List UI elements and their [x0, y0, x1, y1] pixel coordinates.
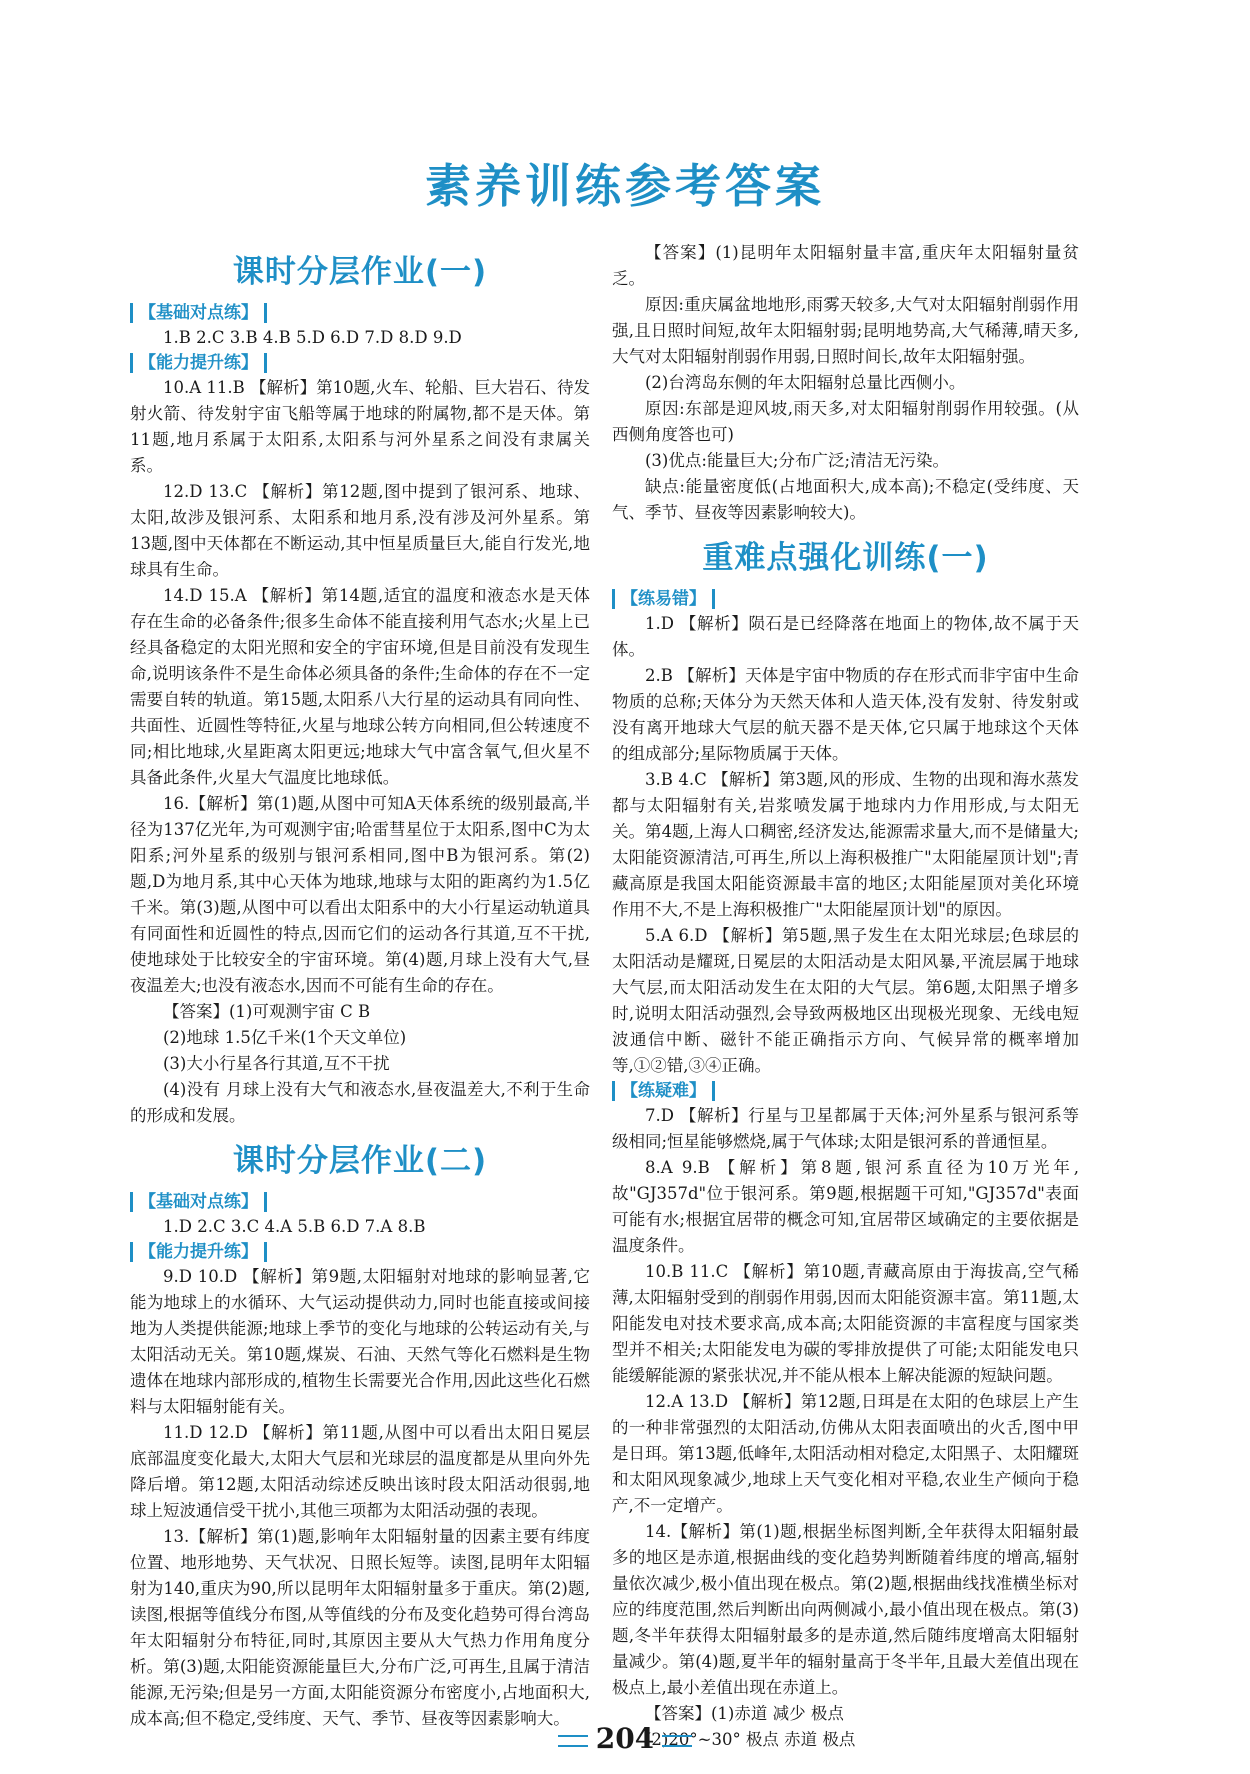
answer-paragraph: 原因:东部是迎风坡,雨天多,对太阳辐射削弱作用较强。(从西侧角度答也可) — [612, 399, 1079, 444]
answer-line: (3)优点:能量巨大;分布广泛;清洁无污染。 — [645, 451, 950, 470]
answer-line: (4)没有 月球上没有大气和液态水,昼夜温差大,不利于生命的形成和发展。 — [130, 1080, 590, 1125]
answer-line: 【答案】(1)昆明年太阳辐射量丰富,重庆年太阳辐射量贫乏。 — [612, 243, 1079, 288]
answer-line: 1.B 2.C 3.B 4.B 5.D 6.D 7.D 8.D 9.D — [163, 328, 462, 347]
answer-paragraph: 3.B 4.C 【解析】第3题,风的形成、生物的出现和海水蒸发都与太阳辐射有关,岩浆喷发属于地球内力作用形成,与太阳无关。第4题,上海人口稠密,经济发达,能源需求量大,而不是储量大;太阳能资源清洁,可再生,所以上海积极推广"太阳能屋顶计划";青藏高原是我国太阳能资源最丰富的地区;太阳能屋顶对美化环境作用不大,不是上海积极推广"太阳能屋顶计划"的原因。 — [612, 770, 1079, 919]
answer-paragraph: 缺点:能量密度低(占地面积大,成本高);不稳定(受纬度、天气、季节、昼夜等因素影响较大)。 — [612, 477, 1079, 522]
answer-paragraph: 9.D 10.D 【解析】第9题,太阳辐射对地球的影响显著,它能为地球上的水循环、大气运动提供动力,同时也能直接或间接地为人类提供能源;地球上季节的变化与地球的公转运动有关,与太阳活动无关。第10题,煤炭、石油、天然气等化石燃料是生物遗体在地球内部形成的,植物生长需要光合作用,因此这些化石燃料与太阳辐射能有关。 — [130, 1267, 590, 1416]
answer-paragraph: 5.A 6.D 【解析】第5题,黑子发生在太阳光球层;色球层的太阳活动是耀斑,日冕层的太阳活动是太阳风暴,平流层属于地球大气层,而太阳活动发生在太阳的大气层。第6题,太阳黑子增多时,说明太阳活动强烈,会导致两极地区出现极光现象、无线电短波通信中断、磁针不能正确指示方向、气候异常的概率增加等,①②错,③④正确。 — [612, 926, 1079, 1075]
tag-ability-practice: 【能力提升练】 — [130, 353, 267, 373]
page-title: 素养训练参考答案 — [425, 159, 825, 213]
section-title-homework-1: 课时分层作业(一) — [232, 254, 488, 290]
answer-paragraph: 7.D 【解析】行星与卫星都属于天体;河外星系与银河系等级相同;恒星能够燃烧,属于气体球;太阳是银河系的普通恒星。 — [612, 1106, 1079, 1151]
answer-paragraph: 12.A 13.D 【解析】第12题,日珥是在太阳的色球层上产生的一种非常强烈的太阳活动,仿佛从太阳表面喷出的火舌,图中甲是日珥。第13题,低峰年,太阳活动相对稳定,太阳黑子、太阳耀斑和太阳风现象减少,地球上天气变化相对平稳,农业生产倾向于稳产,不一定增产。 — [612, 1392, 1079, 1515]
answer-paragraph: 1.D 【解析】陨石是已经降落在地面上的物体,故不属于天体。 — [612, 614, 1079, 659]
answer-paragraph: 12.D 13.C 【解析】第12题,图中提到了银河系、地球、太阳,故涉及银河系、太阳系和地月系,没有涉及河外星系。第13题,图中天体都在不断运动,其中恒星质量巨大,能自行发光,地球具有生命。 — [130, 482, 590, 579]
section-title-homework-2: 课时分层作业(二) — [232, 1143, 488, 1179]
right-column — [612, 240, 1079, 1753]
footer-rule-right — [662, 1735, 692, 1747]
tag-ability-practice: 【能力提升练】 — [130, 1242, 267, 1262]
answer-paragraph: 14.D 15.A 【解析】第14题,适宜的温度和液态水是天体存在生命的必备条件;很多生命体不能直接利用气态水;火星上已经具备稳定的太阳光照和安全的宇宙环境,但是目前没有发现生命,说明该条件不是生命体必须具备的条件;生命体的存在不一定需要自转的轨道。第15题,太阳系八大行星的运动具有同向性、共面性、近圆性等特征,火星与地球公转方向相同,但公转速度不同;相比地球,火星距离太阳更远;地球大气中富含氧气,但火星不具备此条件,火星大气温度比地球低。 — [130, 586, 590, 787]
answer-paragraph: 8.A 9.B 【解析】第8题,银河系直径为10万光年,故"GJ357d"位于银河系。第9题,根据题干可知,"GJ357d"表面可能有水;根据宜居带的概念可知,宜居带区域确定的主要依据是温度条件。 — [612, 1158, 1079, 1255]
page-number: 204 — [595, 1722, 655, 1755]
answer-line: 【答案】(1)赤道 减少 极点 — [645, 1704, 844, 1723]
answer-line: 【答案】(1)可观测宇宙 C B — [163, 1002, 371, 1021]
answer-line: (3)大小行星各行其道,互不干扰 — [163, 1054, 390, 1073]
answer-paragraph: 10.B 11.C 【解析】第10题,青藏高原由于海拔高,空气稀薄,太阳辐射受到的削弱作用弱,因而太阳能资源丰富。第11题,太阳能发电对技术要求高,成本高;太阳能资源的丰富程度与国家类型并不相关;太阳能发电为碳的零排放提供了可能;太阳能发电只能缓解能源的紧张状况,并不能从根本上解决能源的短缺问题。 — [612, 1262, 1079, 1385]
answer-paragraph: 11.D 12.D 【解析】第11题,从图中可以看出太阳日冕层底部温度变化最大,太阳大气层和光球层的温度都是从里向外先降后增。第12题,太阳活动综述反映出该时段太阳活动很弱,地球上短波通信受干扰小,其他三项都为太阳活动强的表现。 — [130, 1423, 590, 1520]
answer-line: (2)地球 1.5亿千米(1个天文单位) — [163, 1028, 407, 1047]
tag-basic-practice: 【基础对点练】 — [130, 1192, 267, 1212]
footer-rule-left — [558, 1735, 588, 1747]
answer-paragraph: 13.【解析】第(1)题,影响年太阳辐射量的因素主要有纬度位置、地形地势、天气状况、日照长短等。读图,昆明年太阳辐射为140,重庆为90,所以昆明年太阳辐射量多于重庆。第(2)题,读图,根据等值线分布图,从等值线的分布及变化趋势可得台湾岛年太阳辐射分布特征,同时,其原因主要从大气热力作用角度分析。第(3)题,太阳能资源能量巨大,分布广泛,可再生,且属于清洁能源,无污染;但是另一方面,太阳能资源分布密度小,占地面积大,成本高;但不稳定,受纬度、天气、季节、昼夜等因素影响大。 — [130, 1527, 590, 1728]
answer-paragraph: 原因:重庆属盆地地形,雨雾天较多,大气对太阳辐射削弱作用强,且日照时间短,故年太阳辐射弱;昆明地势高,大气稀薄,晴天多,大气对太阳辐射削弱作用弱,日照时间长,故年太阳辐射强。 — [612, 295, 1079, 366]
section-title-key-training-1: 重难点强化训练(一) — [702, 540, 989, 576]
tag-difficult-practice: 【练疑难】 — [612, 1081, 715, 1101]
answer-paragraph: 2.B 【解析】天体是宇宙中物质的存在形式而非宇宙中生命物质的总称;天体分为天然天体和人造天体,没有发射、待发射或没有离开地球大气层的航天器不是天体,它只属于地球这个天体的组成部分;星际物质属于天体。 — [612, 666, 1079, 763]
answer-paragraph: 16.【解析】第(1)题,从图中可知A天体系统的级别最高,半径为137亿光年,为可观测宇宙;哈雷彗星位于太阳系,图中C为太阳系;河外星系的级别与银河系相同,图中B为银河系。第(2)题,D为地月系,其中心天体为地球,地球与太阳的距离约为1.5亿千米。第(3)题,从图中可以看出太阳系中的大小行星运动轨道具有同面性和近圆性的特点,因而它们的运动各行其道,互不干扰,使地球处于比较安全的宇宙环境。第(4)题,月球上没有大气,昼夜温差大;也没有液态水,因而不可能有生命的存在。 — [130, 794, 590, 995]
left-column — [130, 240, 590, 1732]
answer-line: (2)20°~30° 极点 赤道 极点 — [645, 1730, 856, 1749]
page-footer — [0, 1722, 1250, 1755]
tag-error-practice: 【练易错】 — [612, 589, 715, 609]
answer-paragraph: 10.A 11.B 【解析】第10题,火车、轮船、巨大岩石、待发射火箭、待发射宇宙飞船等属于地球的附属物,都不是天体。第11题,地月系属于太阳系,太阳系与河外星系之间没有隶属关系。 — [130, 378, 590, 475]
answer-line: 1.D 2.C 3.C 4.A 5.B 6.D 7.A 8.B — [163, 1217, 426, 1236]
answer-paragraph: 14.【解析】第(1)题,根据坐标图判断,全年获得太阳辐射最多的地区是赤道,根据曲线的变化趋势判断随着纬度的增高,辐射量依次减少,极小值出现在极点。第(2)题,根据曲线找准横坐标对应的纬度范围,然后判断出向两侧减小,最小值出现在极点。第(3)题,冬半年获得太阳辐射最多的是赤道,然后随纬度增高太阳辐射量减少。第(4)题,夏半年的辐射量高于冬半年,且最大差值出现在极点上,最小差值出现在赤道上。 — [612, 1522, 1079, 1697]
tag-basic-practice: 【基础对点练】 — [130, 303, 267, 323]
answer-line: (2)台湾岛东侧的年太阳辐射总量比西侧小。 — [645, 373, 966, 392]
